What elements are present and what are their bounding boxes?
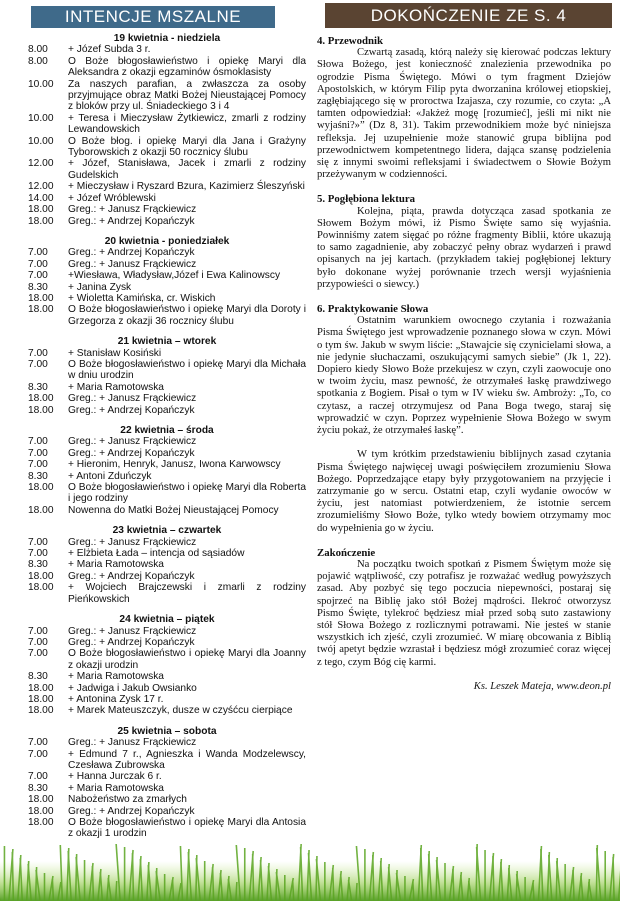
grass-blade: [413, 882, 414, 901]
intention-row: [28, 181, 306, 192]
intention-time: 7.00: [28, 536, 48, 548]
intention-text: O Boże błogosławieństwo i opiekę Maryi dla Doroty i Grzegorza z okazji 36 rocznicy ślubu: [68, 304, 306, 327]
intention-text: O Boże błogosławieństwo i opiekę Maryi dla Joanny z okazji urodzin: [68, 648, 306, 671]
grass-blade: [49, 876, 53, 901]
intention-time: 7.00: [28, 625, 48, 637]
intention-time: 7.00: [28, 737, 48, 749]
grass-blade: [429, 854, 432, 901]
day-block: [28, 425, 306, 516]
day-title: 21 kwietnia – wtorek: [117, 336, 217, 348]
intention-text: O Boże błogosławieństwo i opiekę Maryi dla Aleksandra z okazji egzaminów ósmoklasisty: [68, 55, 306, 79]
grass-blade: [458, 872, 461, 901]
day-block: [28, 525, 306, 605]
intention-row: [28, 79, 306, 113]
day-title: 23 kwietnia – czwartek: [112, 525, 222, 537]
intention-time: 18.00: [28, 805, 54, 817]
intention-row: [28, 471, 306, 482]
intention-row: [28, 559, 306, 570]
intention-row: [28, 436, 306, 447]
intention-text: + Maria Ramotowska: [68, 381, 164, 393]
grass-blade: [298, 844, 301, 901]
intention-row: [28, 282, 306, 293]
grass-blade: [501, 862, 503, 901]
grass-blade: [418, 845, 421, 901]
grass-blade: [369, 852, 373, 901]
grass-blade: [52, 879, 53, 901]
intention-time: 7.00: [28, 636, 48, 648]
intention-row: [28, 817, 306, 840]
grass-blade: [289, 878, 293, 901]
grass-blade: [373, 855, 374, 901]
grass-blade: [387, 864, 389, 901]
grass-blade: [307, 850, 309, 901]
intention-time: 8.30: [28, 281, 48, 293]
intention-time: 8.30: [28, 381, 48, 393]
intention-text: + Mieczysław i Ryszard Bzura, Kazimierz Śleszyński: [68, 181, 305, 193]
grass-blade: [92, 866, 93, 901]
intention-time: 7.00: [28, 748, 48, 760]
grass-blade: [389, 867, 392, 901]
intention-time: 10.00: [28, 135, 54, 147]
intention-row: [28, 683, 306, 694]
grass-blade: [469, 881, 472, 901]
day-title: 20 kwietnia - poniedziałek: [104, 235, 230, 247]
grass-blade: [338, 871, 341, 901]
intention-time: 18.00: [28, 215, 54, 227]
grass-blade: [333, 868, 334, 901]
grass-blade: [60, 845, 62, 901]
grass-blade: [268, 866, 271, 901]
grass-blade: [18, 855, 21, 901]
intention-text: Greg.: + Janusz Frąckiewicz: [68, 436, 197, 448]
grass-blade: [173, 880, 174, 901]
intention-row: [28, 571, 306, 582]
intention-text: Nabożeństwo za zmarłych: [68, 794, 187, 806]
grass-blade: [36, 870, 40, 901]
intention-text: Greg.: + Andrzej Kopańczyk: [68, 404, 195, 416]
intention-row: [28, 393, 306, 404]
grass-blade: [12, 852, 13, 901]
intention-time: 18.00: [28, 393, 54, 405]
intention-text: Greg.: + Janusz Frąckiewicz: [68, 393, 197, 405]
grass-blade: [148, 865, 151, 901]
intention-time: 18.00: [28, 682, 54, 694]
grass-blade: [236, 882, 237, 901]
intention-text: Greg.: + Andrzej Kopańczyk: [68, 247, 195, 259]
grass-blade: [276, 872, 280, 901]
intention-text: + Hanna Jurczak 6 r.: [68, 771, 162, 783]
intention-text: + Stanisław Kosiński: [68, 347, 162, 359]
intention-text: Greg.: + Janusz Frąckiewicz: [68, 536, 197, 548]
grass-blade: [516, 871, 517, 901]
article-body: [317, 35, 611, 693]
intention-text: + Wioletta Kamińska, cr. Wiskich: [68, 292, 216, 304]
intention-row: [28, 705, 306, 716]
intention-row: [28, 259, 306, 270]
grass-blade: [236, 845, 240, 901]
intention-text: Nowenna do Matki Bożej Nieustającej Pomocy: [68, 504, 279, 516]
intention-time: 18.00: [28, 582, 54, 594]
grass-blade: [610, 854, 614, 901]
intention-time: 18.00: [28, 705, 54, 717]
grass-blade: [221, 873, 223, 901]
intention-row: [28, 648, 306, 671]
intention-text: O Boże błogosławieństwo i opiekę Maryi dla Antosia z okazji 1 urodzin: [68, 817, 306, 840]
intention-row: [28, 405, 306, 416]
intention-time: 18.00: [28, 304, 54, 316]
grass-blade: [218, 870, 221, 901]
grass-blade: [36, 867, 37, 901]
grass-blade: [196, 858, 200, 901]
section-paragraph: Kolejna, piąta, prawda dotycząca zasad spotkania ze Słowem Bożym mówi, iż Pismo Święte samo się wyjaśnia. Powinniśmy zatem sięgać po różne fragmenty Biblii, które ukazują to samo zagadnienie, aby zobaczyć pełny obraz wydarzeń i prawd opisanych na jej kartach. (przykładem takiej pogłębionej lektury było dokonane wyżej porównanie trzech wersji wyjaśnienia przypowieści o siewcy.): [317, 205, 611, 290]
grass-blade: [178, 883, 181, 901]
grass-blade: [253, 854, 254, 901]
grass-blade: [129, 850, 133, 901]
grass-blade: [28, 864, 31, 901]
intention-text: O Boże błog. i opiekę Maryi dla Jana i Grażyny Tyborowskich z okazji 50 rocznicy ślubu: [68, 135, 306, 159]
intention-row: [28, 459, 306, 470]
intention-row: [28, 482, 306, 505]
grass-blade: [381, 861, 383, 901]
grass-blade: [147, 862, 149, 901]
grass-blade: [549, 855, 552, 901]
day-block: [28, 236, 306, 327]
grass-blade: [293, 881, 294, 901]
grass-blade: [436, 857, 437, 901]
continuation-header: DOKOŃCZENIE ZE S. 4: [325, 3, 612, 28]
grass-blade: [349, 880, 352, 901]
day-title: 25 kwietnia – sobota: [117, 725, 217, 737]
grass-blade: [188, 852, 191, 901]
intention-time: 10.00: [28, 78, 54, 90]
intention-time: 8.30: [28, 470, 48, 482]
grass-blade: [579, 873, 582, 901]
intention-text: + Edmund 7 r., Agnieszka i Wanda Modzelewscy, Czesława Zubrowska: [68, 748, 306, 771]
intention-time: 7.00: [28, 347, 48, 359]
intention-text: + Marek Mateuszczyk, dusze w czyśćcu cierpiące: [68, 705, 293, 717]
grass-blade: [581, 876, 583, 901]
grass-blade: [409, 879, 413, 901]
intention-row: [28, 348, 306, 359]
mass-intentions-list: [28, 33, 306, 840]
grass-blade: [156, 868, 157, 901]
grass-blade: [573, 870, 574, 901]
grass-blade: [437, 860, 441, 901]
grass-blade: [421, 848, 423, 901]
grass-blade: [378, 858, 381, 901]
intention-text: + Józef, Stanisława, Jacek i zmarli z rodziny Gudelskich: [68, 158, 306, 181]
day-block: [28, 336, 306, 416]
intention-row: [28, 158, 306, 181]
grass-blade: [180, 846, 182, 901]
day-title: 22 kwietnia – środa: [120, 425, 214, 436]
intention-row: [28, 794, 306, 805]
intention-text: + Teresa i Mieczysław Żytkiewicz, zmarli z rodziny Lewandowskich: [68, 112, 306, 136]
intention-text: + Maria Ramotowska: [68, 559, 164, 571]
grass-blade: [187, 849, 189, 901]
intention-text: + Antoni Zduńczyk: [68, 470, 152, 482]
day-block: [28, 33, 306, 227]
grass-blade: [76, 857, 80, 901]
grass-blade: [249, 851, 253, 901]
intention-time: 18.00: [28, 204, 54, 216]
article-signature: Ks. Leszek Mateja, www.deon.pl: [473, 680, 611, 692]
grass-blade: [453, 869, 454, 901]
intention-row: [28, 806, 306, 817]
grass-blade: [530, 880, 534, 901]
grass-blade: [107, 875, 109, 901]
grass-blade: [329, 865, 333, 901]
section-paragraph: Czwartą zasadą, którą należy się kierować podczas lektury Słowa Bożego, jest konieczność znalezienia przewodnika po ogrodzie Pisma Świętego. Mówi o tym fragment Dziejów Apostolskich, w którym Filip pyta dworzanina królowej etiopskiej, zagłębiającego się w proroctwa Izajasza, czy rozumie, co czyta: „A tamten odpowiedział: «Jakżeż mogę [rozumieć], jeśli mi nikt nie wyjaśni?»” (Dz 8, 31). Takim przewodnikiem może być niniejsza refleksja. Jej uzupełnienie może stanowić grupa biblijna pod przewodnictwem kompetentnego lidera, dająca szansę podzielenia się z innymi swoimi refleksjami i świadectwem o Słowie Bożym przeżywanym w codzienności.: [317, 47, 611, 181]
grass-blade: [538, 846, 541, 901]
intention-row: [28, 694, 306, 705]
intention-time: 14.00: [28, 192, 54, 204]
grass-blade: [397, 873, 401, 901]
grass-blade: [67, 848, 69, 901]
intention-time: 7.00: [28, 247, 48, 259]
grass-blade: [461, 875, 463, 901]
intention-row: [28, 548, 306, 559]
grass-decoration: [0, 831, 620, 901]
grass-blade: [517, 874, 521, 901]
intention-row: [28, 626, 306, 637]
grass-blade: [570, 867, 574, 901]
grass-blade: [140, 859, 142, 901]
section-heading: 4. Przewodnik: [317, 35, 383, 47]
intention-time: 12.00: [28, 181, 54, 193]
grass-blade: [556, 858, 557, 901]
grass-blade: [467, 878, 469, 901]
section-paragraph: W tym krótkim przedstawieniu biblijnych zasad czytania Pisma Świętego najwięcej uwagi poświęciłem zrozumieniu Słowa Bożego. Poprzedzające etapy były przygotowaniem na przyjęcie i zatrzymanie go w sercu. Ostatni etap, czyli wydanie owoców w życiu, jest natomiast potwierdzeniem, że istotnie sercem zrozumieliśmy Słowo Boże, tylko wtedy bowiem otrzymamy moc do wypełnienia go w życiu.: [317, 449, 611, 534]
intention-time: 7.00: [28, 436, 48, 448]
intention-row: [28, 771, 306, 782]
intention-row: [28, 448, 306, 459]
intention-text: + Hieronim, Henryk, Janusz, Iwona Karwowscy: [68, 459, 281, 471]
grass-blade: [477, 847, 481, 901]
grass-blade: [490, 853, 494, 901]
grass-blade: [98, 869, 101, 901]
intention-text: O Boże błogosławieństwo i opiekę Maryi dla Michała w dniu urodzin: [68, 358, 306, 382]
intention-text: + Maria Ramotowska: [68, 671, 164, 683]
grass-blade: [316, 859, 320, 901]
grass-blade: [20, 858, 22, 901]
grass-blade: [341, 874, 343, 901]
intention-time: 18.00: [28, 404, 54, 416]
grass-blade: [301, 847, 303, 901]
intention-text: Za naszych parafian, a zwłaszcza za osoby przyjmujące obraz Matki Bożej Nieustającej Pomocy z bloków przy ul. Śniadeckiego 3 i 4: [68, 78, 306, 113]
intention-time: 7.00: [28, 447, 48, 459]
intention-time: 7.00: [28, 258, 48, 270]
intention-text: Greg.: + Andrzej Kopańczyk: [68, 570, 195, 582]
grass-blade: [533, 883, 534, 901]
grass-blade: [116, 844, 120, 901]
intention-row: [28, 582, 306, 605]
grass-blade: [100, 872, 102, 901]
intention-text: Greg.: + Janusz Frąckiewicz: [68, 204, 197, 216]
intention-time: 7.00: [28, 548, 48, 560]
grass-blade: [613, 857, 614, 901]
grass-blade: [449, 866, 453, 901]
intention-time: 7.00: [28, 270, 48, 282]
intention-row: [28, 304, 306, 327]
intention-row: [28, 56, 306, 79]
section-heading: 5. Pogłębiona lektura: [317, 193, 416, 206]
grass-blade: [196, 855, 197, 901]
intention-time: 12.00: [28, 158, 54, 170]
grass-blade: [498, 859, 501, 901]
grass-blade: [476, 844, 477, 901]
intention-row: [28, 44, 306, 55]
grass-blade: [557, 861, 561, 901]
grass-blade: [209, 864, 213, 901]
day-block: [28, 614, 306, 717]
grass-blade: [309, 853, 312, 901]
intention-row: [28, 737, 306, 748]
intention-text: Greg.: + Janusz Frąckiewicz: [68, 737, 197, 749]
section-heading: Zakończenie: [317, 546, 376, 559]
grass-blade: [138, 856, 141, 901]
grass-blade: [116, 881, 117, 901]
grass-blade: [509, 868, 512, 901]
intention-text: Greg.: + Janusz Frąckiewicz: [68, 625, 197, 637]
intention-text: +Wiesława, Władysław,Józef i Ewa Kalinowscy: [68, 270, 281, 282]
grass-blade: [267, 863, 269, 901]
grass-blade: [596, 845, 597, 901]
intention-time: 18.00: [28, 693, 54, 705]
grass-blade: [9, 849, 13, 901]
intention-time: 8.00: [28, 55, 48, 67]
intention-row: [28, 270, 306, 281]
intention-row: [28, 637, 306, 648]
intention-time: 18.00: [28, 504, 54, 516]
intention-row: [28, 113, 306, 136]
intention-row: [28, 247, 306, 258]
intention-row: [28, 382, 306, 393]
intention-time: 18.00: [28, 292, 54, 304]
day-title: 19 kwietnia - niedziela: [113, 33, 221, 44]
intention-row: [28, 749, 306, 772]
intention-time: 10.00: [28, 112, 54, 124]
intention-time: 8.30: [28, 671, 48, 683]
intention-row: [28, 671, 306, 682]
intention-row: [28, 783, 306, 794]
grass-blade: [356, 883, 357, 901]
intention-row: [28, 204, 306, 215]
intention-time: 18.00: [28, 482, 54, 494]
grass-blade: [27, 861, 29, 901]
intention-time: 8.00: [28, 44, 48, 56]
day-title: 24 kwietnia – piątek: [119, 614, 215, 626]
intention-text: + Wojciech Brajczewski i zmarli z rodziny Pieńkowskich: [68, 582, 306, 605]
intention-row: [28, 216, 306, 227]
intention-text: + Janina Zysk: [68, 281, 132, 293]
grass-blade: [156, 871, 160, 901]
grass-blade: [133, 853, 134, 901]
intention-row: [28, 193, 306, 204]
grass-blade: [589, 882, 592, 901]
intention-time: 7.00: [28, 648, 48, 660]
grass-blade: [169, 877, 173, 901]
grass-blade: [68, 851, 71, 901]
grass-blade: [547, 852, 549, 901]
intention-text: + Antonina Zysk 17 r.: [68, 693, 164, 705]
intention-row: [28, 537, 306, 548]
grass-blade: [228, 879, 231, 901]
intention-text: Greg.: + Andrzej Kopańczyk: [68, 636, 195, 648]
intention-text: Greg.: + Janusz Frąckiewicz: [68, 258, 197, 270]
grass-blade: [541, 849, 543, 901]
intention-time: 8.30: [28, 559, 48, 571]
grass-blade: [507, 865, 509, 901]
intention-text: + Józef Subda 3 r.: [68, 44, 151, 56]
intention-text: Greg.: + Andrzej Kopańczyk: [68, 215, 195, 227]
intention-text: O Boże błogosławieństwo i opiekę Maryi dla Roberta i jego rodziny: [68, 482, 306, 505]
section-heading: 6. Praktykowanie Słowa: [317, 303, 429, 316]
grass-blade: [89, 863, 93, 901]
grass-blade: [597, 848, 601, 901]
grass-blade: [213, 867, 214, 901]
intention-time: 18.00: [28, 794, 54, 806]
grass-blade: [58, 882, 61, 901]
grass-blade: [587, 879, 589, 901]
mass-intentions-header: INTENCJE MSZALNE: [31, 6, 275, 28]
grass-blade: [261, 860, 263, 901]
grass-blade: [258, 857, 261, 901]
intention-row: [28, 359, 306, 382]
intention-row: [28, 136, 306, 159]
intention-time: 7.00: [28, 358, 48, 370]
intention-text: Greg.: + Andrzej Kopańczyk: [68, 447, 195, 459]
grass-blade: [108, 878, 111, 901]
intention-row: [28, 293, 306, 304]
grass-blade: [396, 870, 397, 901]
intention-text: + Jadwiga i Jakub Owsianko: [68, 682, 197, 694]
grass-blade: [493, 856, 494, 901]
intention-time: 18.00: [28, 570, 54, 582]
intention-time: 8.30: [28, 782, 48, 794]
grass-blade: [356, 846, 360, 901]
section-paragraph: Na początku twoich spotkań z Pismem Świętym może się pojawić wątpliwość, czy potrafisz je rozważać według powyższych zasad. Aby pozbyć się tego poczucia niepewności, postaraj się spojrzeć na Biblię jako stół Bożej mądrości. Ilekroć otworzysz Pismo Święte, tylekroć będziesz miał przed sobą suto zastawiony stół Słowa Bożego z rozlicznymi potrawami. Nie jesteś w stanie wszystkich ich zjeść, czyli zrozumieć. W miarę obcowania z Biblią twój apetyt będzie wzrastał i będziesz mógł zrozumieć coraz więcej z tego, czym Bóg cię karmi.: [317, 558, 611, 668]
intention-text: + Maria Ramotowska: [68, 782, 164, 794]
intention-text: + Józef Wróblewski: [68, 192, 156, 204]
intention-text: Greg.: + Andrzej Kopańczyk: [68, 805, 195, 817]
section-paragraph: Ostatnim warunkiem owocnego czytania i rozważania Pisma Świętego jest wprowadzenie poznanego słowa w czyn. Mówi o tym św. Jakub w swym liście: „Stawajcie się czynicielami słowa, a nie jedynie słuchaczami, oszukującymi samych siebie” (Jk 1, 22). Dopiero kiedy Słowo Boże przekujesz w czyn, czyli zaowocuje ono w twoim życiu, masz pewność, że otrzymałeś łaskę prawdziwego spotkania z Bogiem. Pisał o tym w IV wieku św. Ambroży: „To, co czytasz, a raczej otrzymujesz od Pana Boga twego, staraj się wprowadzić w czyn. Poprzez wypełnienie Słowa Bożego w swym życiu pokaż, że otrzymałeś łaskę”.: [317, 315, 611, 437]
intention-time: 7.00: [28, 459, 48, 471]
intention-text: + Elżbieta Łada – intencja od sąsiadów: [68, 548, 245, 560]
grass-blade: [76, 854, 77, 901]
grass-blade: [276, 869, 277, 901]
intention-time: 18.00: [28, 817, 54, 828]
intention-time: 7.00: [28, 771, 48, 783]
grass-blade: [347, 877, 349, 901]
grass-blade: [227, 876, 229, 901]
day-block: [28, 726, 306, 840]
grass-blade: [427, 851, 429, 901]
intention-row: [28, 505, 306, 516]
grass-blade: [316, 856, 317, 901]
